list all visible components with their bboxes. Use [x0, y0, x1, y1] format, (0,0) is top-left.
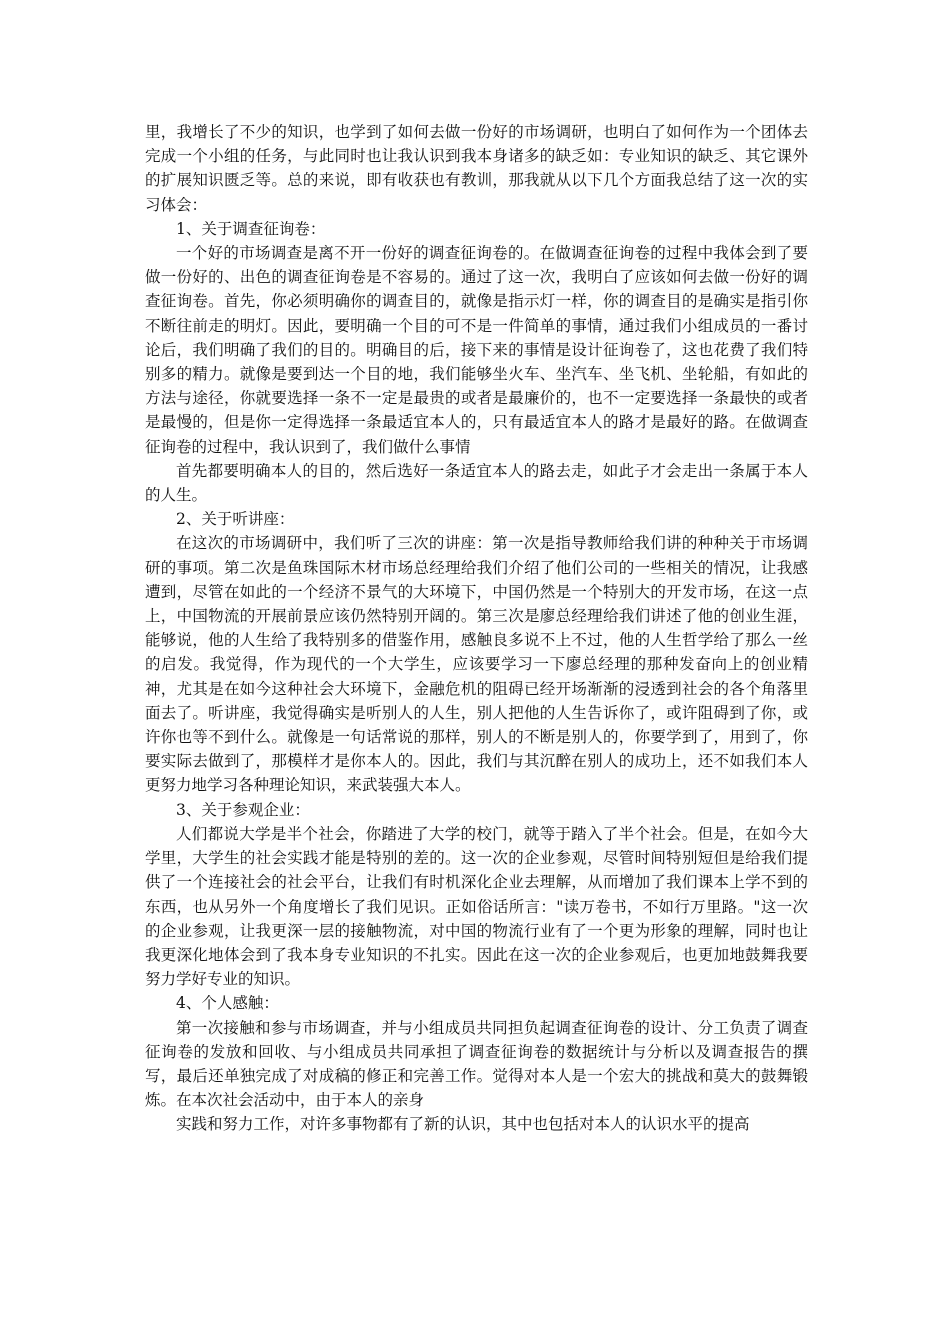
paragraph-personal-reflection: 第一次接触和参与市场调查，并与小组成员共同担负起调查征询卷的设计、分工负责了调查征询卷的发放和回收、与小组成员共同承担了调查征询卷的数据统计与分析以及调查报告的撰写，最后还单独完成了对成稿的修正和完善工作。觉得对本人是一个宏大的挑战和莫大的鼓舞锻炼。在本次社会活动中，由于本人的亲身 — [145, 1018, 808, 1110]
paragraph-company-visit: 人们都说大学是半个社会，你踏进了大学的校门，就等于踏入了半个社会。但是，在如今大学里，大学生的社会实践才能是特别的差的。这一次的企业参观，尽管时间特别短但是给我们提供了一个连接社会的社会平台，让我们有时机深化企业去理解，从而增加了我们课本上学不到的东西，也从另外一个角度增长了我们见识。正如俗话所言："读万卷书，不如行万里路。"这一次的企业参观，让我更深一层的接触物流，对中国的物流行业有了一个更为形象的理解，同时也让我更深化地体会到了我本身专业知识的不扎实。因此在这一次的企业参观后，也更加地鼓舞我要努力学好专业的知识。 — [145, 824, 808, 989]
paragraph-lectures: 在这次的市场调研中，我们听了三次的讲座：第一次是指导教师给我们讲的种种关于市场调研的事项。第二次是鱼珠国际木材市场总经理给我们介绍了他们公司的一些相关的情况，让我感遭到，尽管在如此的一个经济不景气的大环境下，中国仍然是一个特别大的开发市场，在这一点上，中国物流的开展前景应该仍然特别开阔的。第三次是廖总经理给我们讲述了他的创业生涯，能够说，他的人生给了我特别多的借鉴作用，感触良多说不上不过，他的人生哲学给了那么一丝的启发。我觉得，作为现代的一个大学生，应该要学习一下廖总经理的那种发奋向上的创业精神，尤其是在如今这种社会大环境下，金融危机的阻碍已经开场渐渐的浸透到社会的各个角落里面去了。听讲座，我觉得确实是听别人的人生，别人把他的人生告诉你了，或许阻碍到了你，或许你也等不到什么。就像是一句话常说的那样，别人的不断是别人的，你要学到了，用到了，你要实际去做到了，那模样才是你本人的。因此，我们与其沉醉在别人的成功上，还不如我们本人更努力地学习各种理论知识，来武装强大本人。 — [145, 534, 808, 795]
section-heading-questionnaire: 1、关于调查征询卷： — [176, 219, 326, 238]
section-heading-company-visit: 3、关于参观企业： — [176, 800, 310, 819]
section-heading-personal-reflection: 4、个人感触： — [176, 994, 279, 1013]
paragraph-intro: 里，我增长了不少的知识，也学到了如何去做一份好的市场调研，也明白了如何作为一个团体去完成一个小组的任务，与此同时也让我认识到我本身诸多的缺乏如：专业知识的缺乏、其它课外的扩展知识匮乏等。总的来说，即有收获也有教训，那我就从以下几个方面我总结了这一次的实习体会： — [145, 123, 808, 214]
paragraph-questionnaire-continued: 首先都要明确本人的目的，然后选好一条适宜本人的路去走，如此子才会走出一条属于本人的人生。 — [145, 461, 808, 505]
paragraph-personal-reflection-continued: 实践和努力工作，对许多事物都有了新的认识，其中也包括对本人的认识水平的提高 — [176, 1115, 750, 1134]
document-body — [145, 120, 808, 1137]
section-heading-lectures: 2、关于听讲座： — [176, 510, 295, 529]
paragraph-questionnaire: 一个好的市场调查是离不开一份好的调查征询卷的。在做调查征询卷的过程中我体会到了要做一份好的、出色的调查征询卷是不容易的。通过了这一次，我明白了应该如何去做一份好的调查征询卷。首先，你必须明确你的调查目的，就像是指示灯一样，你的调查目的是确实是指引你不断往前走的明灯。因此，要明确一个目的可不是一件简单的事情，通过我们小组成员的一番讨论后，我们明确了我们的目的。明确目的后，接下来的事情是设计征询卷了，这也花费了我们特别多的精力。就像是要到达一个目的地，我们能够坐火车、坐汽车、坐飞机、坐轮船，有如此的方法与途径，你就要选择一条不一定是最贵的或者是最廉价的，也不一定要选择一条最快的或者是最慢的，但是你一定得选择一条最适宜本人的，只有最适宜本人的路才是最好的路。在做调查征询卷的过程中，我认识到了，我们做什么事情 — [145, 244, 808, 456]
